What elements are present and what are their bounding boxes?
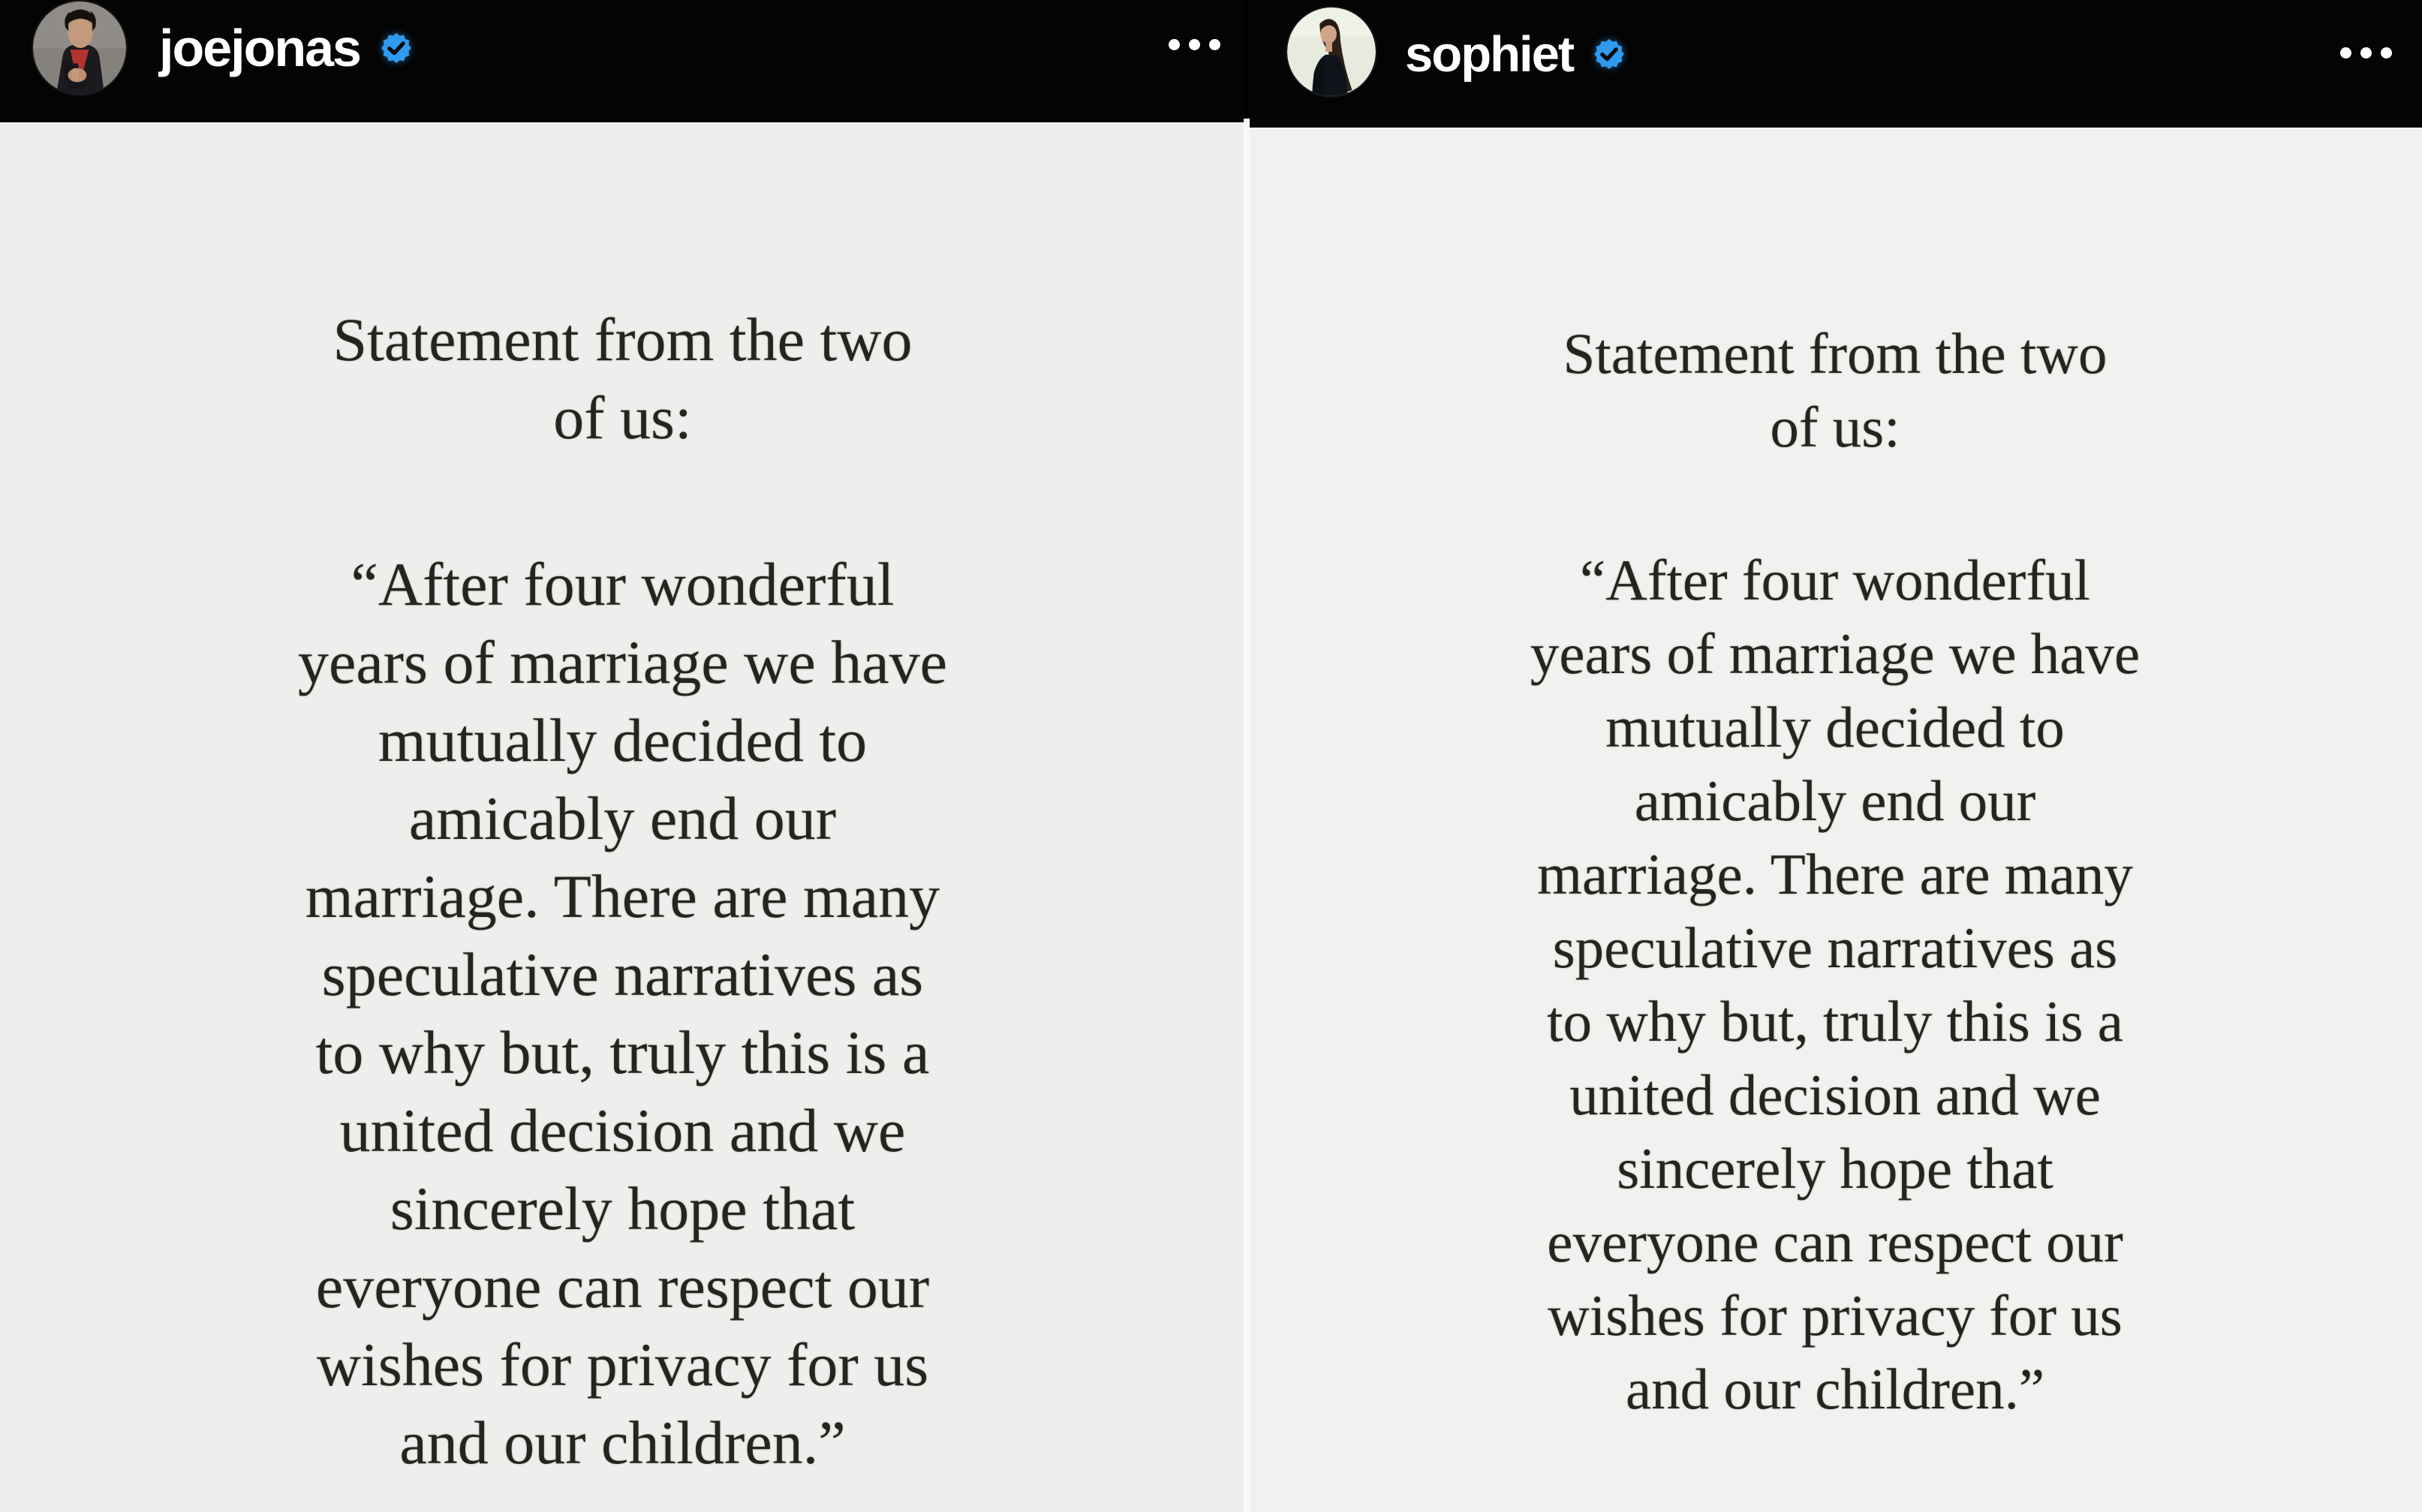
statement-line: and our children.” xyxy=(1625,1357,2045,1421)
statement-line: and our children.” xyxy=(399,1408,846,1477)
statement-line: speculative narratives as xyxy=(1552,915,2118,980)
statement-line: united decision and we xyxy=(1569,1063,2101,1127)
statement-line: years of marriage we have xyxy=(297,628,948,696)
statement-line: sincerely hope that xyxy=(390,1174,856,1243)
ellipsis-icon xyxy=(1189,39,1200,50)
story-panel-sophiet xyxy=(1248,0,2422,1512)
statement-line: marriage. There are many xyxy=(1537,842,2133,906)
avatar[interactable] xyxy=(1287,8,1376,96)
panel-divider xyxy=(1244,119,1250,1512)
statement-title xyxy=(1248,128,2422,464)
verified-badge-icon xyxy=(1591,36,1627,72)
more-options-button[interactable] xyxy=(1169,39,1220,50)
statement-title-line: of us: xyxy=(553,383,692,452)
statement-line: marriage. There are many xyxy=(305,862,940,930)
username-joejonas[interactable]: joejonas xyxy=(159,19,360,77)
statement-quote xyxy=(0,546,1245,1482)
story-header xyxy=(1248,0,2422,128)
ellipsis-icon xyxy=(1169,39,1180,50)
statement-line: everyone can respect our xyxy=(1547,1210,2123,1274)
statement-line: wishes for privacy for us xyxy=(1548,1283,2123,1348)
username-row xyxy=(1405,17,1627,92)
statement-title-line: Statement from the two xyxy=(332,305,913,374)
username-row xyxy=(159,11,414,86)
statement-line: everyone can respect our xyxy=(315,1252,930,1321)
statement-line: amicably end our xyxy=(408,784,837,852)
statement-line: to why but, truly this is a xyxy=(1547,989,2123,1054)
statement-title-line: Statement from the two xyxy=(1563,321,2108,386)
avatar-photo-joejonas xyxy=(33,2,126,95)
avatar-photo-sophiet xyxy=(1287,8,1376,96)
avatar[interactable] xyxy=(33,2,126,95)
statement-title xyxy=(0,122,1245,457)
statement-line: mutually decided to xyxy=(378,706,868,774)
statement-title-line: of us: xyxy=(1770,395,1900,459)
ellipsis-icon xyxy=(1209,39,1220,50)
statement-line: “After four wonderful xyxy=(1580,548,2090,612)
ellipsis-icon xyxy=(2381,47,2392,59)
statement-quote xyxy=(1248,543,2422,1426)
more-options-button[interactable] xyxy=(2340,47,2392,59)
statement-line: years of marriage we have xyxy=(1530,621,2141,686)
statement-line: wishes for privacy for us xyxy=(316,1330,929,1399)
story-content[interactable] xyxy=(1248,128,2422,1512)
statement-line: sincerely hope that xyxy=(1617,1136,2053,1201)
username-sophiet[interactable]: sophiet xyxy=(1405,26,1574,83)
verified-badge-icon xyxy=(378,30,414,66)
statement-line: united decision and we xyxy=(339,1096,906,1165)
statement-line: mutually decided to xyxy=(1605,695,2065,759)
statement-line: amicably end our xyxy=(1634,768,2036,833)
story-content[interactable] xyxy=(0,122,1245,1512)
story-header xyxy=(0,0,1245,122)
ellipsis-icon xyxy=(2360,47,2372,59)
ellipsis-icon xyxy=(2340,47,2351,59)
statement-line: speculative narratives as xyxy=(321,940,924,1009)
statement-line: “After four wonderful xyxy=(351,550,895,618)
statement-line: to why but, truly this is a xyxy=(315,1018,930,1087)
